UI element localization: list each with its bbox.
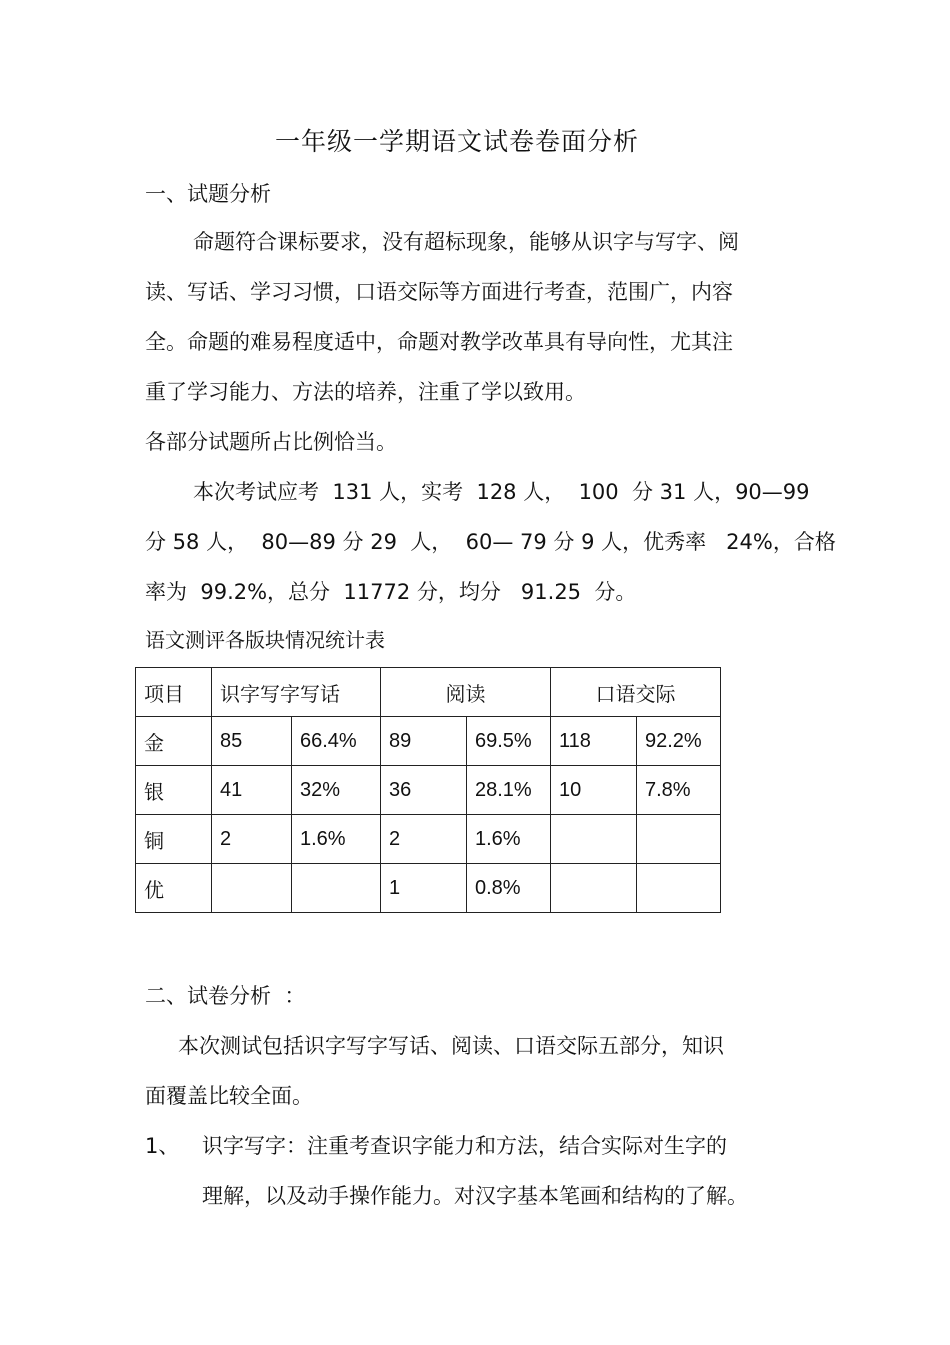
paragraph-line: 重了学习能力、方法的培养，注重了学以致用。 — [145, 380, 586, 404]
list-item-text: 识字写字：注重考查识字能力和方法，结合实际对生字的 — [202, 1134, 727, 1158]
paragraph-line: 命题符合课标要求，没有超标现象，能够从识字与写字、阅 — [193, 230, 739, 254]
paragraph-line: 读、写话、学习习惯，口语交际等方面进行考查，范围广，内容 — [145, 280, 733, 304]
table-cell: 92.2% — [637, 717, 721, 766]
row-label: 金 — [136, 717, 212, 766]
table-cell: 1.6% — [467, 815, 551, 864]
table-cell: 2 — [212, 815, 292, 864]
list-item-number: 1、 — [145, 1134, 180, 1158]
table-caption: 语文测评各版块情况统计表 — [145, 628, 385, 652]
section1-heading: 一、试题分析 — [145, 182, 271, 206]
table-cell: 7.8% — [637, 766, 721, 815]
list-item-text: 理解，以及动手操作能力。对汉字基本笔画和结构的了解。 — [202, 1184, 748, 1208]
table-cell: 85 — [212, 717, 292, 766]
stats-line: 率为 99.2%，总分 11772 分，均分 91.25 分。 — [145, 580, 637, 604]
stats-line: 分 58 人， 80—89 分 29 人， 60— 79 分 9 人，优秀率 24%，合格 — [145, 530, 836, 554]
table-cell — [551, 815, 637, 864]
header-cell-literacy: 识字写字写话 — [212, 668, 381, 717]
row-label: 优 — [136, 864, 212, 913]
table-header-row — [136, 668, 721, 717]
table-cell: 1.6% — [292, 815, 381, 864]
table-row — [136, 766, 721, 815]
header-cell-item: 项目 — [136, 668, 212, 717]
table-cell — [292, 864, 381, 913]
table-cell — [637, 815, 721, 864]
table-cell: 69.5% — [467, 717, 551, 766]
table-cell — [551, 864, 637, 913]
header-cell-reading: 阅读 — [381, 668, 551, 717]
stats-table — [135, 667, 721, 913]
table-cell: 0.8% — [467, 864, 551, 913]
header-cell-oral: 口语交际 — [551, 668, 721, 717]
table-row — [136, 864, 721, 913]
table-cell: 1 — [381, 864, 467, 913]
table-cell: 118 — [551, 717, 637, 766]
paragraph-line: 全。命题的难易程度适中，命题对教学改革具有导向性，尤其注 — [145, 330, 733, 354]
section2-heading: 二、试卷分析 ： — [145, 984, 306, 1008]
table-cell: 89 — [381, 717, 467, 766]
table-row — [136, 717, 721, 766]
table-cell: 2 — [381, 815, 467, 864]
table-cell — [212, 864, 292, 913]
stats-line: 本次考试应考 131 人，实考 128 人， 100 分 31 人，90—99 — [193, 480, 810, 504]
paragraph-line: 面覆盖比较全面。 — [145, 1084, 313, 1108]
row-label: 银 — [136, 766, 212, 815]
table-cell: 28.1% — [467, 766, 551, 815]
table-row — [136, 815, 721, 864]
document-title: 一年级一学期语文试卷卷面分析 — [275, 127, 640, 156]
table-cell: 32% — [292, 766, 381, 815]
table-cell: 41 — [212, 766, 292, 815]
row-label: 铜 — [136, 815, 212, 864]
paragraph-line: 各部分试题所占比例恰当。 — [145, 430, 397, 454]
table-cell: 10 — [551, 766, 637, 815]
paragraph-line: 本次测试包括识字写字写话、阅读、口语交际五部分，知识 — [178, 1034, 724, 1058]
table-cell: 36 — [381, 766, 467, 815]
table-cell: 66.4% — [292, 717, 381, 766]
table-cell — [637, 864, 721, 913]
